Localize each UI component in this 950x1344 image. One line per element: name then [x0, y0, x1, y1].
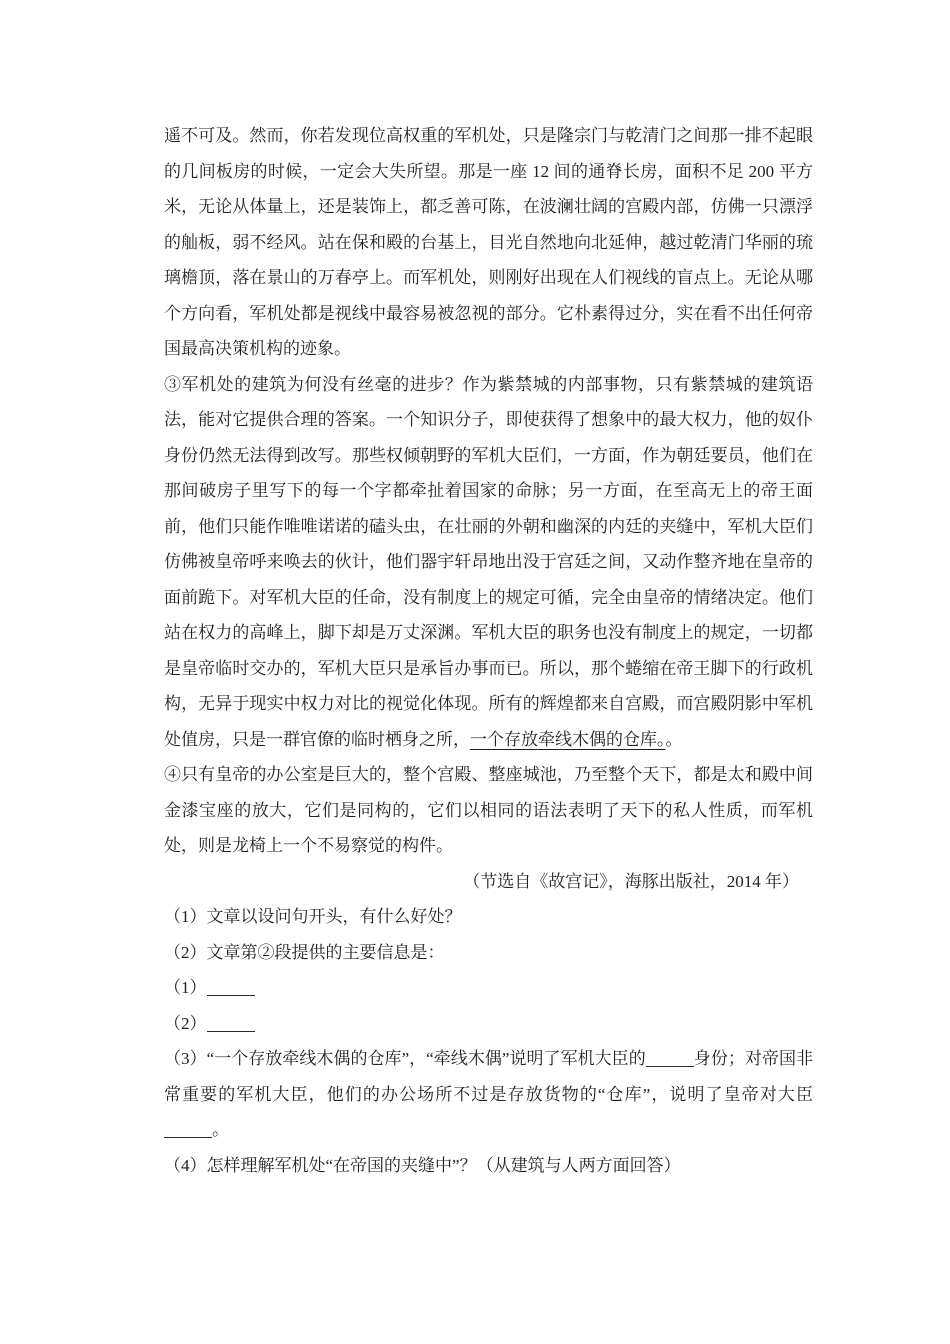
answer-blank — [646, 1052, 694, 1067]
citation-text: （节选自《故宫记》，海豚出版社，2014 年） — [463, 871, 799, 891]
question-text: （4）怎样理解军机处“在帝国的夹缝中”？（从建筑与人两方面回答） — [164, 1155, 681, 1175]
answer-blank — [164, 1123, 212, 1138]
paragraph-text: 遥不可及。然而，你若发现位高权重的军机处，只是隆宗门与乾清门之间那一排不起眼的几间板房的时候，一定会大失所望。那是一座 12 间的通脊长房，面积不足 200 平方米，无论从体量上，还是装饰上，都乏善可陈，在波澜壮阔的宫殿内部，仿佛一只漂浮的舢板，弱不经风。站在保和殿的台基上，目光自然地向北延伸，越过乾清门华丽的琉璃檐顶，落在景山的万春亭上。而军机处，则刚好出现在人们视线的盲点上。无论从哪个方向看，军机处都是视线中最容易被忽视的部分。它朴素得过分，实在看不出任何帝国最高决策机构的迹象。 — [164, 126, 813, 358]
question-text: （1）文章以设问句开头，有什么好处？ — [164, 907, 462, 926]
passage-paragraph-continuation — [164, 118, 813, 367]
paragraph-text: ④只有皇帝的办公室是巨大的，整个宫殿、整座城池，乃至整个天下，都是太和殿中间金漆宝座的放大，它们是同构的，它们以相同的语法表明了天下的私人性质，而军机处，则是龙椅上一个不易察觉的构件。 — [164, 765, 813, 855]
underlined-phrase: 一个存放牵线木偶的仓库。 — [470, 729, 666, 749]
question-4 — [164, 1148, 813, 1184]
blank-label: （1） — [164, 978, 207, 997]
question-text: 身份；对帝国非常重要的军机大臣，他们的办公场所不过是存放货物的“仓库”，说明了皇帝对大臣 — [164, 1049, 814, 1104]
question-text: 。 — [212, 1120, 229, 1139]
question-3 — [164, 1041, 813, 1148]
paragraph-text: ③军机处的建筑为何没有丝毫的进步？作为紫禁城的内部事物，只有紫禁城的建筑语法，能对它提供合理的答案。一个知识分子，即使获得了想象中的最大权力，他的奴仆身份仍然无法得到改写。那些权倾朝野的军机大臣们，一方面，作为朝廷要员，他们在那间破房子里写下的每一个字都牵扯着国家的命脉；另一方面，在至高无上的帝王面前，他们只能作唯唯诺诺的磕头虫，在壮丽的外朝和幽深的内廷的夹缝中，军机大臣们仿佛被皇帝呼来唤去的伙计，他们器宇轩昂地出没于宫廷之间，又动作整齐地在皇帝的面前跪下。对军机大臣的任命，没有制度上的规定可循，完全由皇帝的情绪决定。他们站在权力的高峰上，脚下却是万丈深渊。军机大臣的职务也没有制度上的规定，一切都是皇帝临时交办的，军机大臣只是承旨办事而已。所以，那个蜷缩在帝王脚下的行政机构，无异于现实中权力对比的视觉化体现。所有的辉煌都来自宫殿，而宫殿阴影中军机处值房，只是一群官僚的临时栖身之所， — [164, 374, 813, 749]
passage-paragraph-4 — [164, 757, 813, 864]
text-column — [164, 118, 813, 1183]
answer-blank-line-2 — [164, 1006, 813, 1042]
question-text: （2）文章第②段提供的主要信息是： — [164, 942, 445, 962]
source-citation — [164, 864, 813, 900]
answer-blank — [207, 981, 255, 996]
passage-paragraph-3 — [164, 367, 813, 758]
blank-label: （2） — [164, 1013, 207, 1033]
paragraph-text-after-underline: 。 — [665, 729, 683, 749]
question-2 — [164, 935, 813, 971]
answer-blank — [207, 1017, 255, 1032]
question-text: （3）“一个存放牵线木偶的仓库”，“牵线木偶”说明了军机大臣的 — [164, 1049, 646, 1068]
answer-blank-line-1 — [164, 970, 813, 1006]
question-1 — [164, 899, 813, 935]
